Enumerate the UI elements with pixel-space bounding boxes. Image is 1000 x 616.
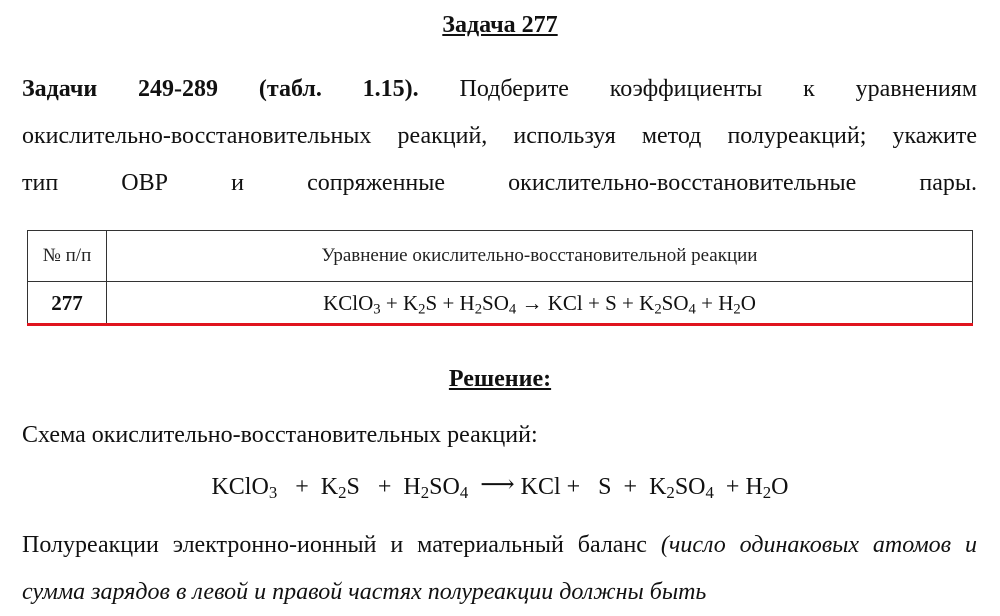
solution-title: Решение:: [448, 366, 552, 392]
half-reactions-text: [22, 522, 977, 616]
row-equation: KClO$_3$ + $K_2S + H_2SO_4$ → KCl + $S + K_2SO_4 + H_2O$: [107, 282, 973, 325]
long-arrow-icon: ⟶: [480, 472, 515, 498]
task-line1: Подберите коэффициенты к уравнениям: [418, 76, 978, 102]
table-row: [28, 282, 973, 325]
task-range-bold: Задачи 249-289 (табл. 1.15).: [22, 76, 419, 102]
header-equation: Уравнение окислительно-восстановительной реакции: [107, 231, 973, 282]
task-line3: тип ОВР и сопряженные окислительно-восстановительные пары.: [22, 170, 977, 196]
half-italic: (число одинаковых атомов и сумма зарядов в левой и правой частях полуреакции должны быть: [22, 532, 978, 605]
reaction-table: [27, 230, 973, 325]
task-title: Задача 277: [442, 12, 558, 38]
reaction-scheme: KClO$_3$ + $K_2S$ + $H_2SO_4$ ⟶ KCl + $S + K_2SO_4 + H_2O$: [211, 472, 789, 503]
header-number: № п/п: [28, 231, 107, 282]
task-statement: [22, 66, 977, 207]
row-number: 277: [28, 282, 107, 325]
red-underline: [27, 323, 973, 326]
task-line2: окислительно-восстановительных реакций, используя метод полуреакций; укажите: [22, 123, 977, 149]
scheme-label: Схема окислительно-восстановительных реакций:: [22, 422, 538, 448]
half-plain: Полуреакции электронно-ионный и материальный баланс: [22, 532, 661, 558]
table-header-row: [28, 231, 973, 282]
